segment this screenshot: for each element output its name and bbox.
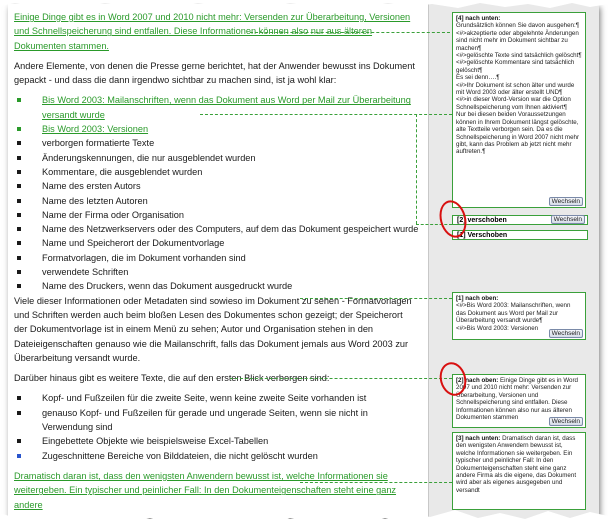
balloon-title: [2] verschoben	[457, 217, 507, 224]
list-item[interactable]	[14, 265, 416, 279]
moved-list-item[interactable]	[14, 122, 416, 136]
balloon-title: [2] nach oben:	[456, 377, 499, 384]
document-body[interactable]	[14, 10, 419, 512]
list-item-text: verborgen formatierte Texte	[42, 138, 155, 149]
list-item[interactable]	[14, 279, 416, 293]
balloon-line: <#>akzeptierte oder abgelehnte Änderungen sind nicht mehr im Dokument sichtbar zu machen¶	[456, 29, 579, 52]
balloon-connector	[230, 378, 452, 379]
list-item[interactable]	[14, 449, 416, 463]
inserted-intro-text[interactable]: Einige Dinge gibt es in Word 2007 und 2010 nicht mehr: Versenden zur Überarbeitung, Versionen und Schnellspeicherung sind entfallen. Diese Informationen können also nur aus älteren Dokumenten stammen.	[14, 12, 411, 51]
list-item-text: Name der Firma oder Organisation	[42, 209, 184, 220]
list-item[interactable]	[14, 194, 416, 208]
balloon-line: Dramatisch daran ist, dass den wenigsten Anwendern bewusst ist, welche Informationen sie weitergeben. Ein typischer und peinlicher Fall: In den Dokumenteigenschaften steht eine ganz andere Firma als die eigene, das Dokument wird aber als eigenes ausgegeben und versandt	[456, 435, 577, 494]
balloon-connector	[300, 298, 452, 299]
list-item[interactable]	[14, 165, 416, 179]
list-item-text: Name des ersten Autors	[42, 181, 141, 192]
list-item[interactable]	[14, 222, 419, 236]
list-item[interactable]	[14, 179, 416, 193]
moved-item-text: Bis Word 2003: Mailanschriften, wenn das Dokument aus Word per Mail zur Überarbeitung versandt wurde	[42, 95, 411, 120]
balloon-line: <#>Bis Word 2003: Mailanschriften, wenn das Dokument aus Word per Mail zur Überarbeitung versandt wurde¶	[456, 302, 571, 325]
balloon-connector	[200, 114, 452, 115]
moved-item-text: Bis Word 2003: Versionen	[42, 124, 149, 135]
list-item-text: Kommentare, die ausgeblendet wurden	[42, 166, 203, 177]
list-item[interactable]	[14, 151, 416, 165]
list-item[interactable]	[14, 236, 416, 250]
balloon-line: <#>gelöschte Kommentare sind tatsächlich gelöscht¶	[456, 59, 575, 74]
wechseln-button[interactable]: Wechseln	[551, 215, 585, 224]
list-item-text: verwendete Schriften	[42, 267, 129, 278]
balloon-title: [4] nach unten:	[456, 15, 501, 22]
torn-edge-bottom	[0, 506, 608, 530]
paragraph-metadata[interactable]: Viele dieser Informationen oder Metadaten sind sowieso im Dokument zu sehen - Formatvorlagen und Schriften werden auch beim bloßen Lesen des Dokumentes schon gezeigt; der Speicherort der Dokumentvorlage ist in einem Menü zu sehen; Autor und Organisation stehen in den Dateieigenschaften genauso wie die Mailanschrift, falls das Dokument jemals aus Word 2003 zur Überarbeitung versandt wurde.	[14, 295, 412, 363]
list-item[interactable]	[14, 251, 416, 265]
inserted-closing-text[interactable]: Dramatisch daran ist, dass den wenigsten Anwendern bewusst ist, welche Informationen sie weitergeben. Ein typischer und peinlicher Fall: In den Dokumenteigenschaften steht eine ganz andere	[14, 470, 397, 510]
wechseln-button[interactable]: Wechseln	[549, 417, 583, 426]
list-item[interactable]	[14, 391, 416, 405]
list-item[interactable]	[14, 406, 416, 435]
moved-list-item[interactable]	[14, 93, 416, 122]
comment-balloon-moved-up-2[interactable]	[452, 374, 586, 428]
list-item-text: Formatvorlagen, die im Dokument vorhanden sind	[42, 252, 246, 263]
comment-balloon-moved-down-3[interactable]	[452, 432, 586, 510]
comment-balloon-moved-up-1[interactable]	[452, 292, 586, 340]
balloon-title: [3] nach unten:	[456, 435, 501, 442]
list-item-text: genauso Kopf- und Fußzeilen für gerade und ungerade Seiten, wenn sie nicht in Verwendung sind	[42, 407, 368, 433]
list-item-text: Zugeschnittene Bereiche von Bilddateien, die nicht gelöscht wurden	[42, 450, 318, 461]
list-item-text: Name und Speicherort der Dokumentvorlage	[42, 238, 225, 249]
balloon-connector	[416, 114, 417, 224]
wechseln-button[interactable]: Wechseln	[549, 329, 583, 338]
torn-edge-top	[0, 0, 608, 10]
balloon-line: Einige Dinge gibt es in Word 2007 und 2010 nicht mehr: Versenden zur Überarbeitung, Versionen und Schnellspeicherung sind entfallen. Diese Informationen können also nur aus älteren Dokumenten stammen	[456, 377, 578, 422]
comment-balloon-moved-1[interactable]	[452, 230, 588, 240]
balloon-line: <#>gelöschte Texte sind tatsächlich gelöscht¶	[456, 52, 582, 60]
balloon-title: [1] Verschoben	[457, 232, 508, 239]
list-item[interactable]	[14, 208, 416, 222]
wechseln-button[interactable]: Wechseln	[549, 197, 583, 206]
balloon-line: Nur bei diesen beiden Voraussetzungen können in Ihrem Dokument längst gelöschte, alte Textteile verborgen sein. Da es die Schnellspeicherung in Word 2007 nicht mehr gibt, kann das Problem ab jetzt nicht mehr auftreten.¶	[456, 111, 580, 156]
balloon-title: [1] nach oben:	[456, 295, 499, 302]
list-item-text: Kopf- und Fußzeilen für die zweite Seite, wenn keine zweite Seite vorhanden ist	[42, 393, 367, 404]
balloon-line: <#>in dieser Word-Version war die Option Schnellspeicherung vom Ihnen aktiviert¶	[456, 96, 571, 111]
comment-balloon-moved-down-4[interactable]	[452, 12, 586, 208]
list-item-text: Name des Netzwerkservers oder des Computers, auf dem das Dokument gespeichert wurde	[42, 224, 419, 235]
list-item[interactable]	[14, 136, 416, 150]
paragraph-hidden-texts[interactable]: Darüber hinaus gibt es weitere Texte, die auf den ersten Blick verborgen sind:	[14, 373, 330, 384]
list-item[interactable]	[14, 434, 416, 448]
list-item-text: Name des Druckers, wenn das Dokument ausgedruckt wurde	[42, 281, 293, 292]
balloon-line: Es sei denn….¶	[456, 74, 500, 82]
balloon-line: Grundsätzlich können Sie davon ausgehen:¶	[456, 22, 580, 30]
balloon-line: <#>Bis Word 2003: Versionen	[456, 324, 539, 332]
balloon-connector	[300, 482, 452, 483]
balloon-connector	[250, 32, 450, 33]
list-item-text: Änderungskennungen, die nur ausgeblendet wurden	[42, 152, 256, 163]
paragraph-elements[interactable]: Andere Elemente, von denen die Presse gerne berichtet, hat der Anwender bewusst ins Dokument gepackt - und dass die dann irgendwo sichtbar zu machen sind, ist ja wohl klar:	[14, 60, 415, 86]
comment-balloon-moved-2[interactable]	[452, 215, 588, 225]
list-item-text: Eingebettete Objekte wie beispielsweise Excel-Tabellen	[42, 436, 269, 447]
balloon-line: <#>Ihr Dokument ist schon älter und wurde mit Word 2003 oder älter erstellt UND¶	[456, 81, 575, 97]
list-item-text: Name des letzten Autoren	[42, 195, 148, 206]
